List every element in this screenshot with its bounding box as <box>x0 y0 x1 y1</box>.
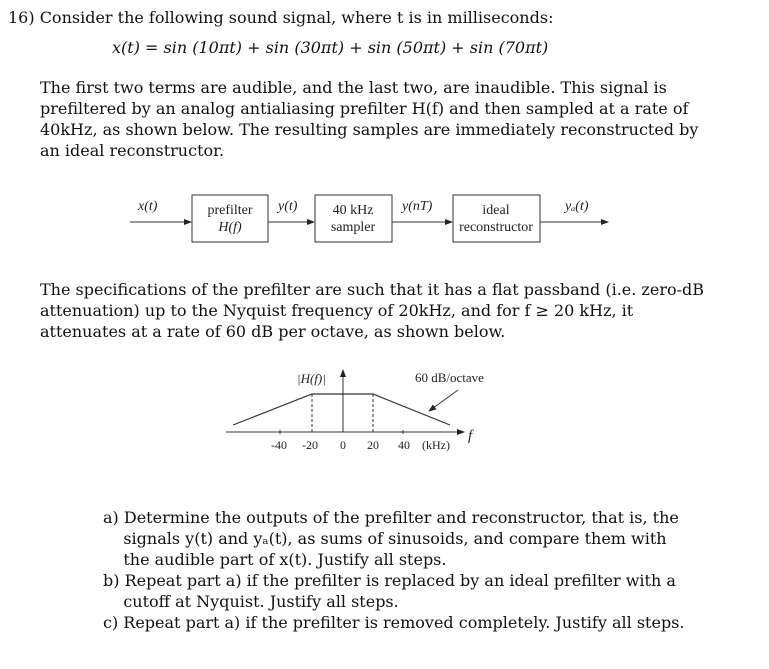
sampler-rate: 40 kHz <box>332 203 374 218</box>
intro-line: 40kHz, as shown below. The resulting samples are immediately reconstructed by <box>40 120 699 139</box>
tick-label: 20 <box>367 438 379 452</box>
intro-line: The first two terms are audible, and the last two, are inaudible. This signal is <box>40 78 667 97</box>
part-a-line: signals y(t) and yₐ(t), as sums of sinusoids, and compare them with <box>103 529 667 548</box>
input-label: x(t) <box>138 199 158 214</box>
part-a-line: the audible part of x(t). Justify all steps. <box>103 550 447 569</box>
plot-annotation: 60 dB/octave <box>415 370 484 385</box>
reconstructor-label-2: reconstructor <box>459 220 533 235</box>
tick-label: 0 <box>340 438 346 452</box>
plot-ylabel: |H(f)| <box>297 371 326 386</box>
spec-line: attenuates at a rate of 60 dB per octave, as shown below. <box>40 322 506 341</box>
part-a-line: a) Determine the outputs of the prefilter and reconstructor, that is, the <box>103 508 679 527</box>
plot-xlabel: f <box>468 428 473 444</box>
intro-line: prefiltered by an analog antialiasing prefilter H(f) and then sampled at a rate of <box>40 99 689 118</box>
prefilter-hf: H(f) <box>218 220 242 235</box>
prefilter-label: prefilter <box>207 203 253 218</box>
tick-label: -20 <box>302 438 318 452</box>
ynT-label: y(nT) <box>402 199 433 214</box>
output-label: yₐ(t) <box>565 199 589 214</box>
spec-line: attenuation) up to the Nyquist frequency of 20kHz, and for f ≥ 20 kHz, it <box>40 301 634 320</box>
part-b-line: b) Repeat part a) if the prefilter is replaced by an ideal prefilter with a <box>103 571 676 590</box>
tick-label: (kHz) <box>422 438 450 452</box>
reconstructor-label: ideal <box>482 203 510 218</box>
part-b-line: cutoff at Nyquist. Justify all steps. <box>103 592 399 611</box>
sampler-label: sampler <box>330 220 376 235</box>
tick-label: 40 <box>398 438 410 452</box>
y-label: y(t) <box>278 199 298 214</box>
part-c-line: c) Repeat part a) if the prefilter is removed completely. Justify all steps. <box>103 613 685 632</box>
signal-equation: x(t) = sin (10πt) + sin (30πt) + sin (50πt) + sin (70πt) <box>112 38 549 57</box>
spec-line: The specifications of the prefilter are such that it has a flat passband (i.e. zero-dB <box>40 280 705 299</box>
tick-label: -40 <box>271 438 287 452</box>
intro-line: an ideal reconstructor. <box>40 141 225 160</box>
problem-heading: 16) Consider the following sound signal, where t is in milliseconds: <box>8 8 554 27</box>
